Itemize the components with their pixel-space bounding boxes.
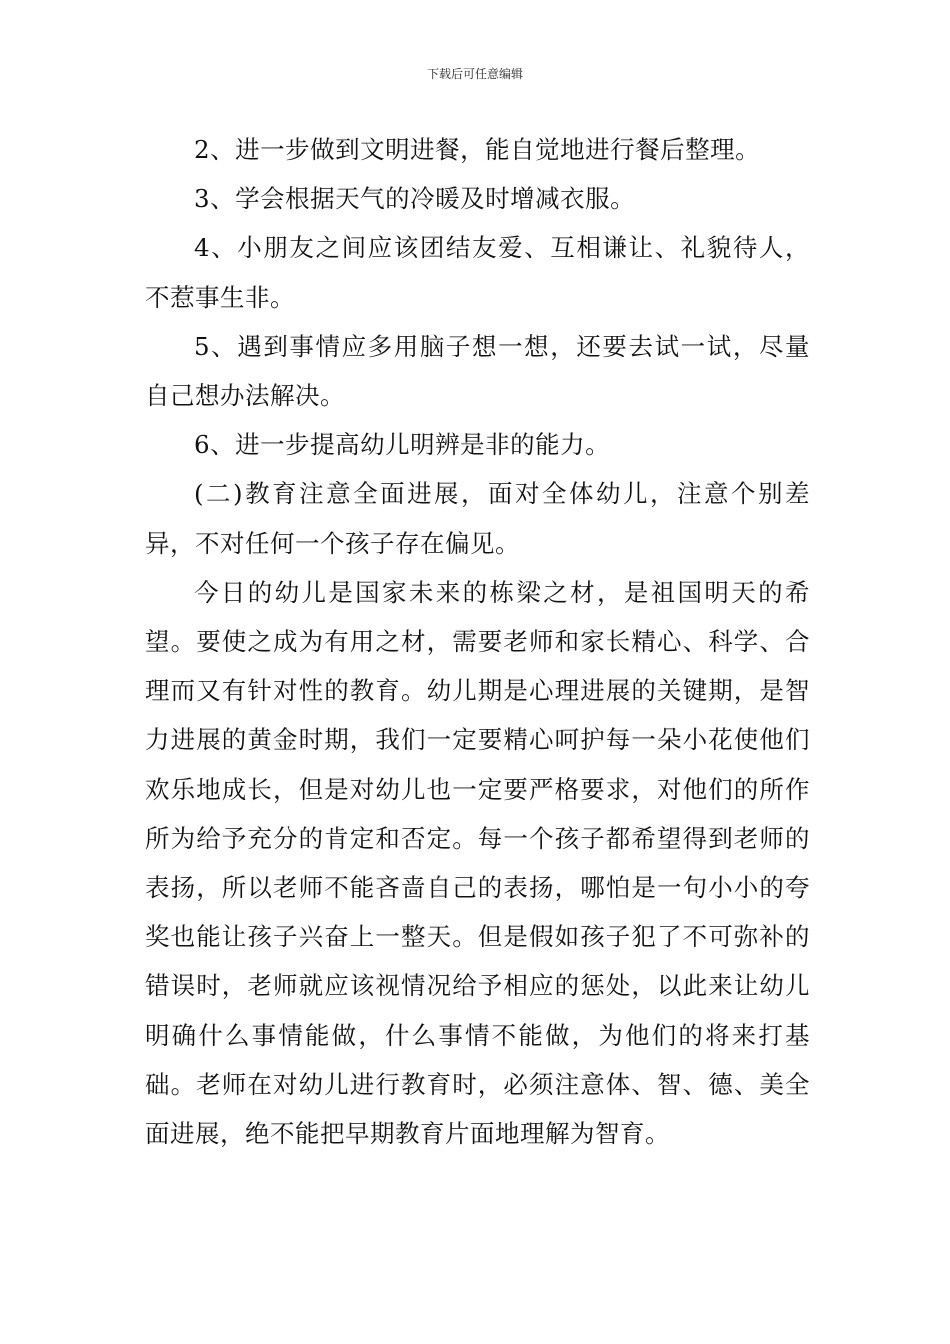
paragraph-item-5: 5、遇到事情应多用脑子想一想，还要去试一试，尽量自己想办法解决。 bbox=[145, 331, 810, 411]
paragraph-item-4: 4、小朋友之间应该团结友爱、互相谦让、礼貌待人，不惹事生非。 bbox=[145, 233, 810, 312]
paragraph-section-2: (二)教育注意全面进展，面对全体幼儿，注意个别差异，不对任何一个孩子存在偏见。 bbox=[145, 479, 810, 558]
paragraph-item-2: 2、进一步做到文明进餐，能自觉地进行餐后整理。 bbox=[194, 135, 761, 164]
page-header-note: 下载后可任意编辑 bbox=[426, 67, 523, 81]
document-body bbox=[145, 125, 810, 1158]
paragraph-item-6: 6、进一步提高幼儿明辨是非的能力。 bbox=[194, 430, 611, 460]
paragraph-item-3: 3、学会根据天气的冷暖及时增减衣服。 bbox=[194, 184, 636, 214]
paragraph-body: 今日的幼儿是国家未来的栋梁之材，是祖国明天的希望。要使之成为有用之材，需要老师和家长精心、科学、合理而又有针对性的教育。幼儿期是心理进展的关键期，是智力进展的黄金时期，我们一定要精心呵护每一朵小花使他们欢乐地成长，但是对幼儿也一定要严格要求，对他们的所作所为给予充分的肯定和否定。每一个孩子都希望得到老师的表扬，所以老师不能吝啬自己的表扬，哪怕是一句小小的夸奖也能让孩子兴奋上一整天。但是假如孩子犯了不可弥补的错误时，老师就应该视情况给予相应的惩处，以此来让幼儿明确什么事情能做，什么事情不能做，为他们的将来打基础。老师在对幼儿进行教育时，必须注意体、智、德、美全面进展，绝不能把早期教育片面地理解为智育。 bbox=[145, 577, 810, 1149]
